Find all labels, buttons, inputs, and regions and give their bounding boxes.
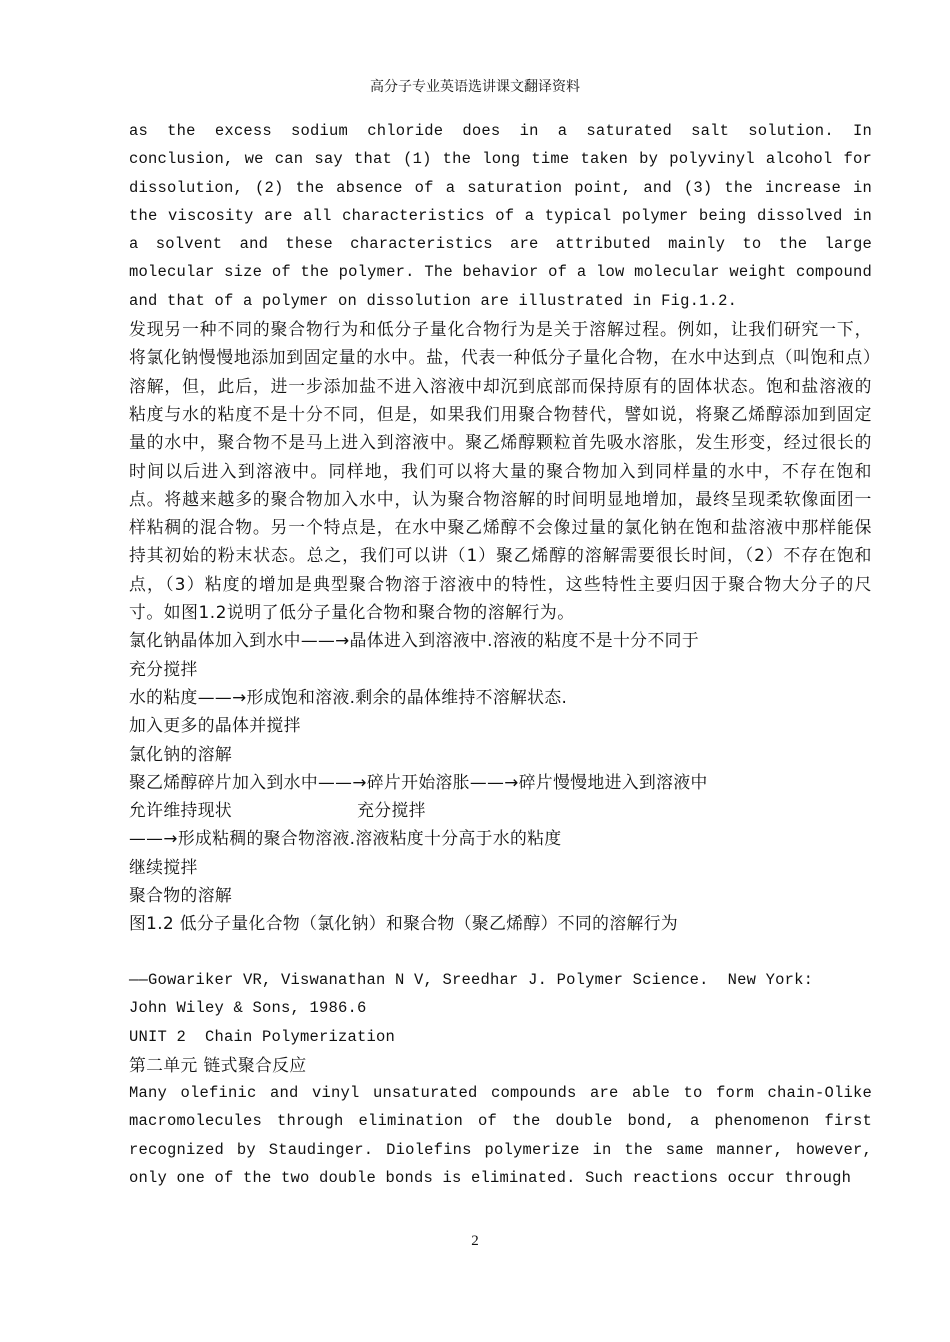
figure-line	[129, 796, 872, 824]
unit-paragraph: Many olefinic and vinyl unsaturated compounds are able to form chain-Olike macromolecules through elimination of the double bond, a phenomenon first recognized by Staudinger. Diolefins polymerize in the same manner, however, only one of the two double bonds is eliminated. Such reactions occur through	[129, 1084, 872, 1187]
figure-line: 水的粘度——→形成饱和溶液.剩余的晶体维持不溶解状态.	[129, 686, 568, 707]
figure-line: 聚合物的溶解	[129, 885, 233, 906]
chinese-paragraph: 发现另一种不同的聚合物行为和低分子量化合物行为是关于溶解过程。例如，让我们研究一下，将氯化钠慢慢地添加到固定量的水中。盐，代表一种低分子量化合物，在水中达到点（叫饱和点）溶解，但，此后，进一步添加盐不进入溶液中却沉到底部而保持原有的固体状态。饱和盐溶液的粘度与水的粘度不是十分不同，但是，如果我们用聚合物替代，譬如说，将聚乙烯醇添加到固定量的水中，聚合物不是马上进入到溶液中。聚乙烯醇颗粒首先吸水溶胀，发生形变，经过很长的时间以后进入到溶液中。同样地，我们可以将大量的聚合物加入到同样量的水中，不存在饱和点。将越来越多的聚合物加入水中，认为聚合物溶解的时间明显地增加，最终呈现柔软像面团一样粘稠的混合物。另一个特点是，在水中聚乙烯醇不会像过量的氯化钠在饱和盐溶液中那样能保持其初始的粉末状态。总之，我们可以讲（1）聚乙烯醇的溶解需要很长时间，（2）不存在饱和点，（3）粘度的增加是典型聚合物溶于溶液中的特性，这些特性主要归因于聚合物大分子的尺寸。如图1.2说明了低分子量化合物和聚合物的溶解行为。	[129, 319, 872, 623]
figure-line: 加入更多的晶体并搅拌	[129, 715, 301, 736]
figure-line: 氯化钠的溶解	[129, 743, 233, 764]
spacer	[129, 938, 872, 966]
figure-line: 继续搅拌	[129, 856, 198, 877]
figure-1-2	[129, 626, 872, 937]
figure-label-left: 允许维持现状	[129, 800, 233, 821]
unit-title-zh: 第二单元 链式聚合反应	[129, 1054, 307, 1075]
figure-line: 氯化钠晶体加入到水中——→晶体进入到溶液中.溶液的粘度不是十分不同于	[129, 630, 699, 651]
document-body	[129, 117, 872, 1192]
unit-title-en: UNIT 2 Chain Polymerization	[129, 1027, 396, 1046]
figure-line: 充分搅拌	[129, 658, 198, 679]
figure-line: 聚乙烯醇碎片加入到水中——→碎片开始溶胀——→碎片慢慢地进入到溶液中	[129, 771, 708, 792]
figure-line: ——→形成粘稠的聚合物溶液.溶液粘度十分高于水的粘度	[129, 828, 562, 849]
english-paragraph: as the excess sodium chloride does in a saturated salt solution. In conclusion, we can say that (1) the long time taken by polyvinyl alcohol for dissolution, (2) the absence of a saturation point, and (3) the increase in the viscosity are all characteristics of a typical polymer being dissolved in a solvent and these characteristics are attributed mainly to the large molecular size of the polymer. The behavior of a low molecular weight compound and that of a polymer on dissolution are illustrated in Fig.1.2.	[129, 122, 872, 310]
reference-line: John Wiley & Sons, 1986.6	[129, 999, 367, 1018]
page-number: 2	[471, 1233, 479, 1249]
figure-label-right: 充分搅拌	[357, 800, 426, 821]
reference-line: ——Gowariker VR, Viswanathan N V, Sreedhar J. Polymer Science. New York:	[129, 970, 814, 989]
figure-caption: 图1.2 低分子量化合物（氯化钠）和聚合物（聚乙烯醇）不同的溶解行为	[129, 913, 679, 934]
page-header: 高分子专业英语选讲课文翻译资料	[370, 79, 580, 95]
